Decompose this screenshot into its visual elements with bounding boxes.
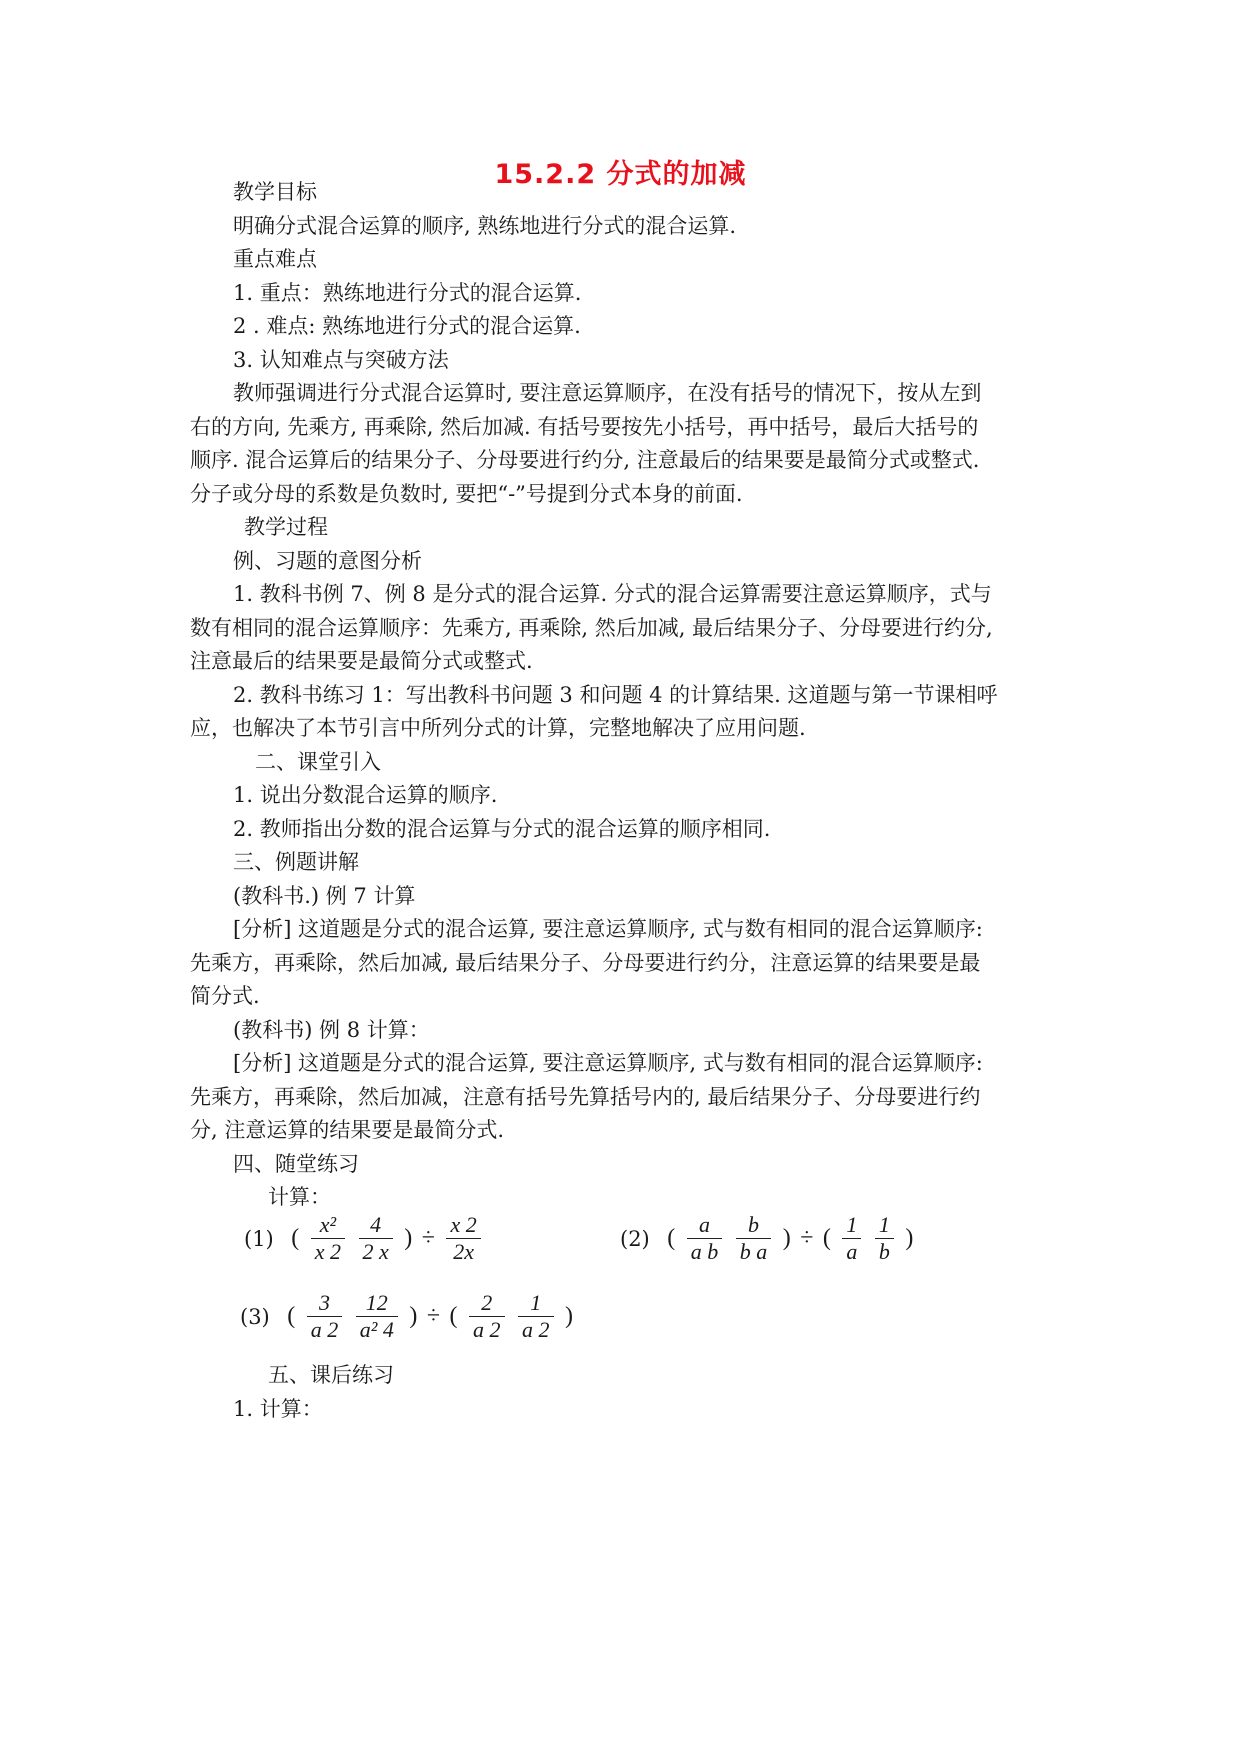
- paren: (: [291, 1225, 300, 1251]
- divide-sign: ÷: [800, 1225, 814, 1251]
- paragraph: 应，也解决了本节引言中所列分式的计算，完整地解决了应用问题.: [190, 716, 806, 740]
- denominator: b: [875, 1238, 894, 1265]
- fraction: [687, 1212, 723, 1265]
- paragraph: 分, 注意运算的结果要是最简分式.: [190, 1118, 505, 1142]
- fraction: [446, 1212, 480, 1265]
- paragraph: 2. 教科书练习 1：写出教科书问题 3 和问题 4 的计算结果. 这道题与第一节课相呼: [233, 683, 998, 707]
- paragraph: 注意最后的结果要是最简分式或整式.: [190, 649, 533, 673]
- paragraph: [分析] 这道题是分式的混合运算, 要注意运算顺序, 式与数有相同的混合运算顺序:: [233, 1051, 983, 1075]
- paragraph: 右的方向, 先乘方, 再乘除, 然后加减. 有括号要按先小括号，再中括号，最后大括号的: [190, 415, 979, 439]
- fraction: [875, 1212, 894, 1265]
- denominator: a² 4: [356, 1316, 398, 1343]
- exercise-2: [620, 1212, 915, 1265]
- numerator: b: [748, 1212, 759, 1237]
- numerator: a: [699, 1212, 710, 1237]
- denominator: 2x: [446, 1238, 480, 1265]
- list-item: 1. 重点：熟练地进行分式的混合运算.: [233, 281, 582, 305]
- numerator: 1: [530, 1290, 542, 1315]
- denominator: a 2: [518, 1316, 554, 1343]
- heading-homework: 五、课后练习: [268, 1363, 394, 1387]
- fraction: [359, 1212, 393, 1265]
- paragraph: 先乘方，再乘除，然后加减，注意有括号先算括号内的, 最后结果分子、分母要进行约: [190, 1085, 981, 1109]
- heading-examples: 三、例题讲解: [233, 850, 359, 874]
- numerator: 2: [481, 1290, 493, 1315]
- paragraph: 教师强调进行分式混合运算时, 要注意运算顺序，在没有括号的情况下，按从左到: [233, 381, 982, 405]
- numerator: x 2: [450, 1212, 477, 1237]
- heading-intro: 二、课堂引入: [255, 750, 381, 774]
- numerator: 1: [878, 1212, 890, 1237]
- paragraph: 简分式.: [190, 984, 260, 1008]
- paren: ): [905, 1225, 914, 1251]
- paren: ): [404, 1225, 413, 1251]
- paragraph: 明确分式混合运算的顺序, 熟练地进行分式的混合运算.: [233, 214, 737, 238]
- exercise-3: [240, 1290, 575, 1343]
- denominator: a 2: [469, 1316, 505, 1343]
- paragraph: [分析] 这道题是分式的混合运算, 要注意运算顺序, 式与数有相同的混合运算顺序:: [233, 917, 983, 941]
- paragraph: 数有相同的混合运算顺序：先乘方, 再乘除, 然后加减, 最后结果分子、分母要进行约分,: [190, 616, 993, 640]
- divide-sign: ÷: [421, 1225, 435, 1251]
- numerator: x²: [319, 1212, 337, 1237]
- paren: (: [287, 1303, 296, 1329]
- exercise-label: (3): [240, 1304, 270, 1329]
- denominator: a b: [687, 1238, 723, 1265]
- paragraph: 分子或分母的系数是负数时, 要把“-”号提到分式本身的前面.: [190, 482, 743, 506]
- fraction: [311, 1212, 345, 1265]
- denominator: a 2: [307, 1316, 343, 1343]
- list-item: 3. 认知难点与突破方法: [233, 348, 449, 372]
- numerator: 1: [846, 1212, 858, 1237]
- paragraph: 1. 教科书例 7、例 8 是分式的混合运算. 分式的混合运算需要注意运算顺序，式与: [233, 582, 992, 606]
- heading-goals: 教学目标: [233, 180, 317, 204]
- example-8-label: (教科书) 例 8 计算：: [233, 1018, 430, 1042]
- page-title: 15.2.2 分式的加减: [494, 159, 747, 190]
- heading-practice: 四、随堂练习: [233, 1152, 359, 1176]
- example-7-label: (教科书.) 例 7 计算: [233, 884, 416, 908]
- homework-item: 1. 计算：: [233, 1397, 323, 1421]
- paren: ): [782, 1225, 791, 1251]
- fraction: [356, 1290, 398, 1343]
- fraction: [469, 1290, 505, 1343]
- list-item: 2 . 难点: 熟练地进行分式的混合运算.: [233, 314, 581, 338]
- heading-key-points: 重点难点: [233, 247, 317, 271]
- exercise-1: [244, 1212, 485, 1265]
- heading-process: 教学过程: [244, 515, 328, 539]
- divide-sign: ÷: [426, 1303, 441, 1329]
- numerator: 12: [365, 1290, 388, 1315]
- paren: (: [822, 1225, 831, 1251]
- paragraph: 先乘方，再乘除，然后加减, 最后结果分子、分母要进行约分，注意运算的结果要是最: [190, 951, 981, 975]
- fraction: [842, 1212, 861, 1265]
- exercise-label: (2): [620, 1226, 650, 1251]
- numerator: 3: [319, 1290, 330, 1315]
- paren: (: [667, 1225, 676, 1251]
- fraction: [736, 1212, 772, 1265]
- paren: ): [565, 1303, 574, 1329]
- numerator: 4: [370, 1212, 382, 1237]
- calc-label: 计算：: [268, 1185, 331, 1209]
- fraction: [518, 1290, 554, 1343]
- paragraph: 顺序. 混合运算后的结果分子、分母要进行约分, 注意最后的结果要是最简分式或整式.: [190, 448, 980, 472]
- paren: (: [449, 1303, 458, 1329]
- denominator: a: [842, 1238, 861, 1265]
- fraction: [307, 1290, 343, 1343]
- denominator: b a: [736, 1238, 772, 1265]
- exercise-label: (1): [244, 1226, 274, 1251]
- paren: ): [409, 1303, 418, 1329]
- list-item: 2. 教师指出分数的混合运算与分式的混合运算的顺序相同.: [233, 817, 771, 841]
- denominator: 2 x: [359, 1238, 393, 1265]
- list-item: 1. 说出分数混合运算的顺序.: [233, 783, 498, 807]
- denominator: x 2: [311, 1238, 345, 1265]
- heading-analysis: 例、习题的意图分析: [233, 549, 422, 573]
